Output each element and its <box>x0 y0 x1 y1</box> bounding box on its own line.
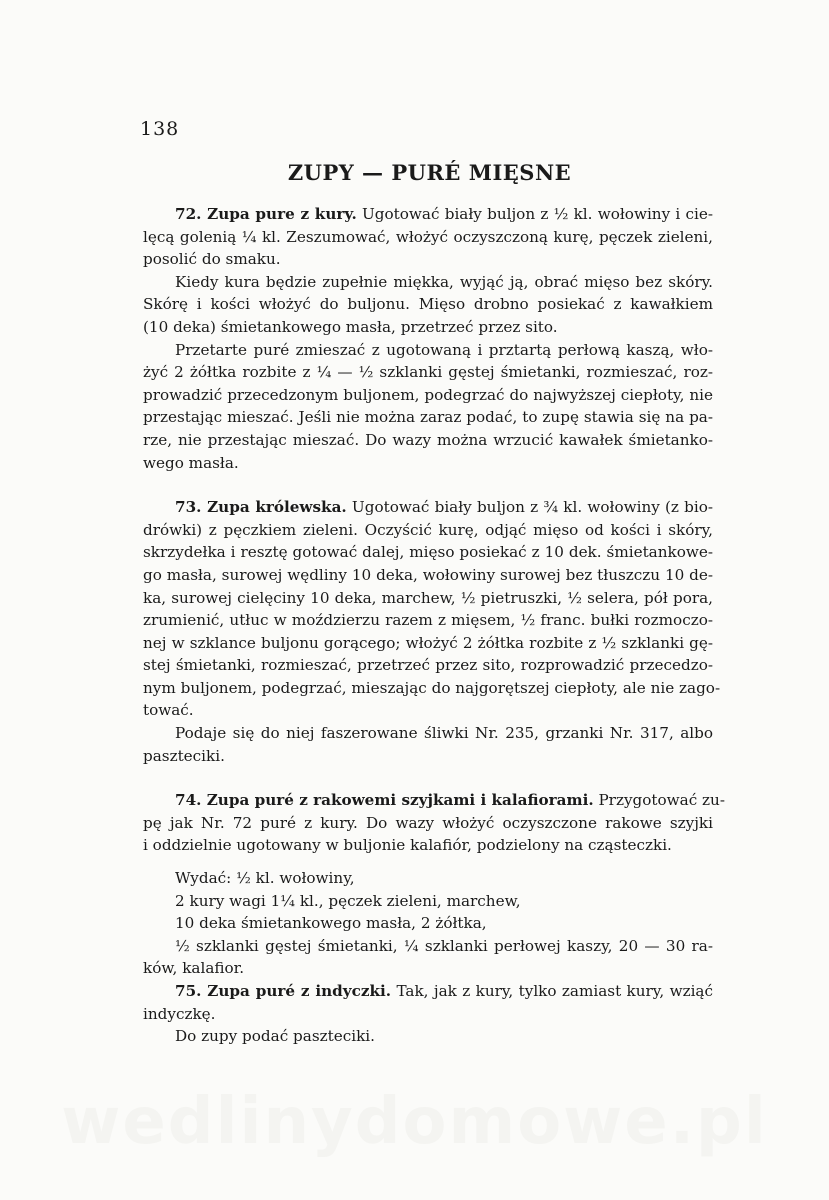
text-line: nym buljonem, podegrzać, mieszając do najgorętszej ciepłoty, ale nie zago- <box>143 678 721 697</box>
text-line: indyczkę. <box>143 1004 216 1023</box>
text-line: rze, nie przestając mieszać. Do wazy można wrzucić kawałek śmietanko- <box>143 430 713 449</box>
spacer <box>143 857 713 867</box>
text-line: stej śmietanki, rozmieszać, przetrzeć przez sito, rozprowadzić przecedzo- <box>143 656 713 675</box>
text-line: Skórę i kości włożyć do buljonu. Mięso drobno posiekać z kawałkiem <box>143 295 713 314</box>
spacer <box>143 474 713 496</box>
text-line: Kiedy kura będzie zupełnie miękka, wyjąć ją, obrać mięso bez skóry. <box>175 272 713 291</box>
recipe-73 <box>143 496 721 767</box>
text-line: 75. Zupa puré z indyczki. Tak, jak z kury, tylko zamiast kury, wziąć <box>175 982 713 1000</box>
text-line: drówki) z pęczkiem zieleni. Oczyścić kurę, odjąć mięso od kości i skóry, <box>143 520 713 539</box>
text-line: prowadzić przecedzonym buljonem, podegrzać do najwyższej ciepłoty, nie <box>143 385 713 404</box>
watermark: wedlinydomowe.pl <box>61 1085 768 1159</box>
recipe-74 <box>143 789 725 980</box>
page-content <box>143 203 725 1048</box>
text-line: 2 kury wagi 1¼ kl., pęczek zieleni, marchew, <box>175 891 521 910</box>
text-line: 73. Zupa królewska. Ugotować biały buljon z ¾ kl. wołowiny (z bio- <box>175 498 713 517</box>
text-line: Wydać: ½ kl. wołowiny, <box>175 869 355 888</box>
text-line: posolić do smaku. <box>143 250 281 269</box>
text-line: go masła, surowej wędliny 10 deka, wołowiny surowej bez tłuszczu 10 de- <box>143 565 713 584</box>
text-line: ka, surowej cielęciny 10 deka, marchew, ½ pietruszki, ½ selera, pół pora, <box>143 588 713 607</box>
text-line: Podaje się do niej faszerowane śliwki Nr. 235, grzanki Nr. 317, albo <box>175 724 713 743</box>
text-line: ½ szklanki gęstej śmietanki, ¼ szklanki perłowej kaszy, 20 — 30 ra- <box>175 936 713 955</box>
text-line: i oddzielnie ugotowany w buljonie kalafiór, podzielony na cząsteczki. <box>143 836 672 855</box>
text-line: (10 deka) śmietankowego masła, przetrzeć przez sito. <box>143 317 558 336</box>
recipe-72 <box>143 203 713 474</box>
recipe-heading: 74. Zupa puré z rakowemi szyjkami i kalafiorami. <box>175 791 594 810</box>
recipe-heading: 73. Zupa królewska. <box>175 498 347 517</box>
text-line: zrumienić, utłuc w moździerzu razem z mięsem, ½ franc. bułki rozmoczo- <box>143 611 713 630</box>
text-line: Przetarte puré zmieszać z ugotowaną i prztartą perłową kaszą, wło- <box>175 340 713 359</box>
text-line: żyć 2 żółtka rozbite z ¼ — ½ szklanki gęstej śmietanki, rozmieszać, roz- <box>143 363 713 382</box>
page-number: 138 <box>140 118 180 140</box>
text-line: 10 deka śmietankowego masła, 2 żółtka, <box>175 914 487 933</box>
recipe-heading: 72. Zupa pure z kury. <box>175 205 357 223</box>
page-title: ZUPY — PURÉ MIĘSNE <box>287 160 572 185</box>
text-line: ków, kalafior. <box>143 959 245 978</box>
spacer <box>143 767 713 789</box>
text-line: skrzydełka i resztę gotować dalej, mięso posiekać z 10 dek. śmietankowe- <box>143 543 713 562</box>
text-line: paszteciki. <box>143 746 225 765</box>
text-line: wego masła. <box>143 453 239 472</box>
text-line: nej w szklance buljonu gorącego; włożyć 2 żółtka rozbite z ½ szklanki gę- <box>143 633 713 652</box>
text-line: 74. Zupa puré z rakowemi szyjkami i kalafiorami. Przygotować zu- <box>175 791 725 810</box>
text-line: przestając mieszać. Jeśli nie można zaraz podać, to zupę stawia się na pa- <box>143 408 713 427</box>
text-line: pę jak Nr. 72 puré z kury. Do wazy włożyć oczyszczone rakowe szyjki <box>143 813 713 832</box>
text-line: tować. <box>143 701 194 720</box>
recipe-75 <box>143 980 713 1048</box>
recipe-heading: 75. Zupa puré z indyczki. <box>175 982 392 1000</box>
text-line: lęcą golenią ¼ kl. Zeszumować, włożyć oczyszczoną kurę, pęczek zieleni, <box>143 227 713 246</box>
text-line: Do zupy podać paszteciki. <box>175 1027 375 1046</box>
text-line: 72. Zupa pure z kury. Ugotować biały buljon z ½ kl. wołowiny i cie- <box>175 205 714 223</box>
